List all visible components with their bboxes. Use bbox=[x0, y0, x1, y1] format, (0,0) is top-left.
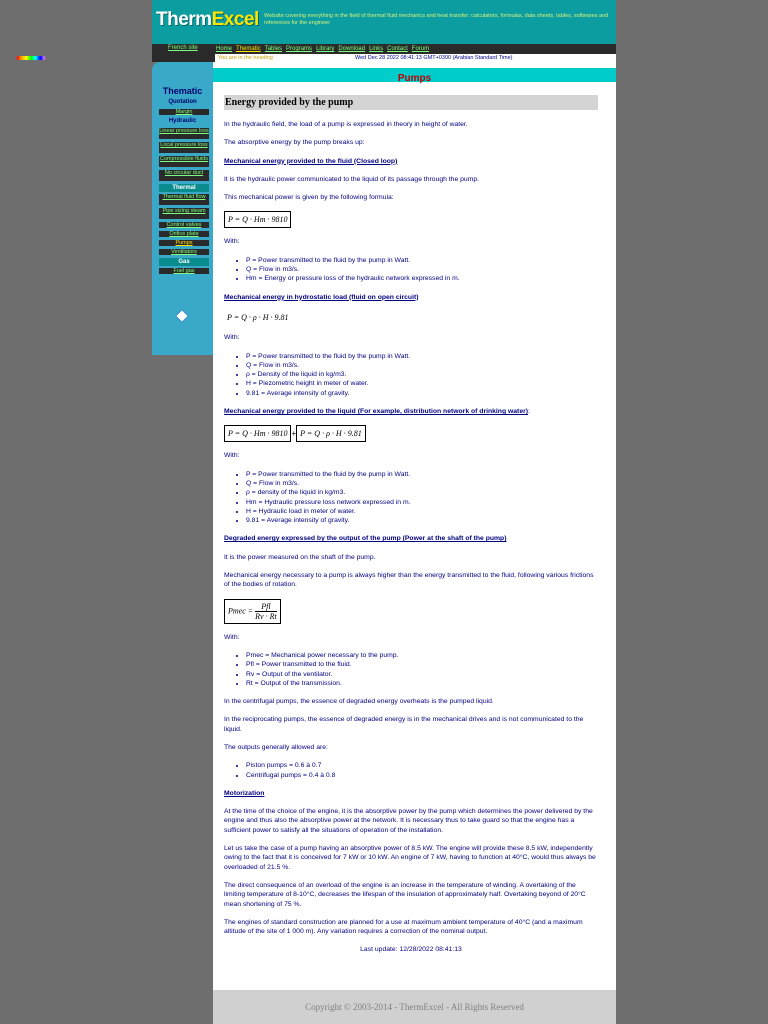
with-label: With: bbox=[224, 633, 240, 641]
with-label: With: bbox=[224, 452, 240, 460]
site-logo[interactable]: ThermExcel bbox=[156, 9, 259, 30]
sidebar-item-orifice-plate[interactable]: Orifice plate bbox=[159, 231, 209, 237]
sidebar-item-pumps[interactable]: Pumps bbox=[159, 240, 209, 246]
formula-hydrostatic: P = Q · ρ · H · 9.81 bbox=[227, 312, 289, 322]
sidebar-section-gas: Gas bbox=[159, 258, 209, 266]
site-tagline: Website covering everything in the field of thermal fluid mechanics and heat transfer: calculators, formulas, data sheets, tables, softwares and references for the engineer bbox=[264, 13, 609, 26]
list-item: • Q = Flow in m3/s. bbox=[246, 361, 598, 370]
paragraph: The outputs generally allowed are: bbox=[224, 743, 328, 751]
footer bbox=[213, 990, 616, 1024]
sidebar-item-no-circular-duct[interactable]: No circular duct bbox=[159, 170, 209, 181]
datetime-text: Wed Dec 28 2022 08:41:13 GMT+0300 (Arabian Standard Time) bbox=[355, 55, 513, 61]
french-site-link[interactable]: French site bbox=[168, 45, 198, 51]
sidebar-item-pipe-sizing-steam[interactable]: Pipe sizing steam bbox=[159, 208, 209, 219]
paragraph: The absorptive energy by the pump breaks up: bbox=[224, 139, 365, 147]
sidebar-item-compressible-fluids[interactable]: Compressible fluids bbox=[159, 156, 209, 167]
list-item: • Pmec = Mechanical power necessary to the pump. bbox=[246, 651, 598, 660]
list-item: • Hm = Hydraulic pressure loss network expressed in m. bbox=[246, 498, 598, 507]
list-outputs bbox=[224, 761, 598, 780]
paragraph: The engines of standard construction are planned for a use at maximum ambient temperature of 40°C (and a maximum altitude of the site of 1 000 m). Any variation requires a correction of the nominal output. bbox=[224, 918, 583, 936]
sidebar-section-quotation: Quotation bbox=[168, 99, 197, 105]
sidebar-title: Thematic bbox=[162, 86, 203, 96]
list-item: • H = Piezometric height in meter of water. bbox=[246, 379, 598, 388]
section-heading-hydrostatic: Mechanical energy in hydrostatic load (fluid on open circuit) bbox=[224, 293, 419, 301]
paragraph: In the hydraulic field, the load of a pump is expressed in theory in height of water. bbox=[224, 121, 468, 128]
formula-pmec: Pmec = $\frac{\text{Pfl}}{Rv \cdot Rt}$ bbox=[224, 599, 281, 624]
list-item: • P = Power transmitted to the fluid by the pump in Watt. bbox=[246, 352, 598, 361]
nav-item-contact[interactable]: Contact bbox=[387, 46, 408, 52]
sidebar-item-control-valves[interactable]: Control valves bbox=[159, 222, 209, 228]
sidebar-section-hydraulic: Hydraulic bbox=[168, 118, 197, 124]
copyright: Copyright © 2003-2014 - ThermExcel - All Rights Reserved bbox=[305, 1002, 524, 1012]
list-item: • 9.81 = Average intensity of gravity. bbox=[246, 389, 598, 398]
last-update: Last update: 12/28/2022 08:41:13 bbox=[360, 946, 462, 954]
section-heading-degraded-energy: Degraded energy expressed by the output of the pump (Power at the shaft of the pump) bbox=[224, 535, 507, 543]
sidebar-item-ventilators[interactable]: Ventilators bbox=[159, 249, 209, 255]
paragraph: Mechanical energy necessary to a pump is always higher than the energy transmitted to the fluid, following various frictions of the bodies of rotation. bbox=[224, 572, 594, 589]
list-item: • Rv = Output of the ventilator. bbox=[246, 670, 598, 679]
nav-item-tables[interactable]: Tables bbox=[264, 46, 283, 52]
formula-closed-loop: P = Q · Hm · 9810 bbox=[224, 211, 291, 228]
article-heading: Energy provided by the pump bbox=[224, 95, 598, 110]
formula-drinking-water-a: P = Q · Hm · 9810 bbox=[224, 425, 291, 442]
article: Energy provided by the pump In the hydraulic field, the load of a pump is expressed in theory in height of water. The absorptive energy by the pump breaks up: Mechanical energy provided to the fluid (Closed loop) It is the hydraulic power communicated to the liquid of its passage through the pump. This mechanical power is given by the following formula: P = Q · Hm · 9810 With: • P = Power transmitted to the fluid by the pump in Watt. • Q = Flow in m3/s. • Hm = Energy or pressure loss of the hydraulic network expressed in m. Mechanical energy in hydrostatic load (fluid on open circuit) P = Q · ρ · H · 9.81 With: • P = Power transmitted to the fluid by the pump in Watt. • Q = Flow in m3/s. • ρ = Density of the liquid in kg/m3. • H = Piezometric height in meter of water. • 9.81 = Average intensity of gravity. Mechanical energy provided to the liquid (For example, distribution network of drinking water): P = Q · Hm · 9810 + P = Q · ρ · H · 9.81 With: • P = Power transmitted to the fluid by the pump in Watt. • Q = Flow in m3/s. • ρ = density of the liquid in kg/m3. • Hm = Hydraulic pressure loss network expressed in m. • H = Hydraulic load in meter of water. • 9.81 = Average intensity of gravity. Degraded energy expressed by the output of the pump (Power at the shaft of the pump) It is the power measured on the shaft of the pump. Mechanical energy necessary to a pump is always higher than the energy transmitted to the fluid, following various frictions of the bodies of rotation. Pmec = $\frac{\text{Pfl}}{Rv \cdot Rt}$ With: • Pmec = Mechanical power necessary to the pump. • Pfl = Power transmitted to the fluid. • Rv = Output of the ventilator. • Rt = Output of the transmission. In the centrifugal pumps, the essence of degraded energy overheats is the pumped liquid. In the reciprocating pumps, the essence of degraded energy is in the mechanical drives and is not communicated to the liquid. The outputs generally allowed are: • Piston pumps = 0.6 à 0.7 • Centrifugal pumps = 0.4 à 0.8 Motorization At the time of the choice of the engine, it is the absorptive power by the pump which determines the power delivered by the engine and thus also the absorptive power at the network. It is necessary thus to take guard so that the engine has a sufficient power to satisfy all the situations of operation of the installation. Let us take the case of a pump having an absorptive power of 8.5 kW. The engine will provide these 8.5 kW, independently owing to the fact that it is conceived for 7 kW or 10 kW. An engine of 7 kW, having to function at 40°C, would thus always be overloaded of 21.5 %. The direct consequence of an overload of the engine is an increase in the temperature of winding. A overtaking of the limiting temperature of 8-10°C, decreases the lifespan of the insulation of approximately half. Overtaking beyond of 20°C mean shortening of 75 %. The engines of standard construction are planned for a use at maximum ambient temperature of 40°C (and a maximum altitude of the site of 1 000 m). Any variation requires a correction of the nominal output. Last update: 12/28/2022 08:41:13 bbox=[224, 95, 598, 955]
nav-item-library[interactable]: Library bbox=[316, 46, 335, 52]
list-item: • P = Power transmitted to the fluid by the pump in Watt. bbox=[246, 256, 598, 265]
list-item: • 9.81 = Average intensity of gravity. bbox=[246, 516, 598, 525]
location-text: You are in the heading bbox=[218, 55, 273, 61]
list-item: • Q = Flow in m3/s. bbox=[246, 479, 598, 488]
section-heading-drinking-water: Mechanical energy provided to the liquid (For example, distribution network of drinking water) bbox=[224, 408, 529, 416]
nav-item-download[interactable]: Download bbox=[338, 46, 366, 52]
page-title: Pumps bbox=[397, 73, 432, 84]
list-item: • Rt = Output of the transmission. bbox=[246, 679, 598, 688]
location-bar bbox=[215, 54, 616, 62]
list-item: • Hm = Energy or pressure loss of the hydraulic network expressed in m. bbox=[246, 274, 598, 283]
list-closed-loop bbox=[224, 256, 598, 284]
paragraph: This mechanical power is given by the following formula: bbox=[224, 194, 394, 202]
list-item: • ρ = Density of the liquid in kg/m3. bbox=[246, 370, 598, 379]
list-drinking-water bbox=[224, 470, 598, 526]
with-label: With: bbox=[224, 334, 240, 342]
sidebar-item-local-pressure-loss[interactable]: Local pressure loss bbox=[159, 142, 209, 153]
top-nav bbox=[152, 44, 616, 54]
paragraph: The direct consequence of an overload of the engine is an increase in the temperature of winding. A overtaking of the limiting temperature of 8-10°C, decreases the lifespan of the insulation of approximately half. Overtaking beyond of 20°C mean shortening of 75 %. bbox=[224, 881, 586, 908]
paragraph: In the centrifugal pumps, the essence of degraded energy overheats is the pumped liquid. bbox=[224, 698, 494, 706]
list-hydrostatic bbox=[224, 352, 598, 398]
paragraph: It is the hydraulic power communicated to the liquid of its passage through the pump. bbox=[224, 175, 480, 183]
nav-item-programs[interactable]: Programs bbox=[286, 46, 313, 52]
list-item: • Piston pumps = 0.6 à 0.7 bbox=[246, 761, 598, 770]
sidebar-item-margin[interactable]: Margin bbox=[159, 109, 209, 115]
page-title-bar bbox=[213, 68, 616, 82]
sidebar-item-thermal-fluid-flow[interactable]: Thermal fluid flow bbox=[159, 194, 209, 205]
list-pmec bbox=[224, 651, 598, 688]
sidebar-section-thermal: Thermal bbox=[159, 184, 209, 192]
nav-item-forum[interactable]: Forum bbox=[411, 46, 430, 52]
paragraph: It is the power measured on the shaft of the pump. bbox=[224, 553, 376, 561]
nav-item-home[interactable]: Home bbox=[216, 46, 233, 52]
sidebar-item-linear-pressure-loss[interactable]: Linear pressure loss bbox=[159, 128, 209, 139]
section-heading-motorization: Motorization bbox=[224, 789, 265, 797]
paragraph: In the reciprocating pumps, the essence of degraded energy is in the mechanical drives and is not communicated to the liquid. bbox=[224, 716, 584, 733]
section-heading-closed-loop: Mechanical energy provided to the fluid (Closed loop) bbox=[224, 157, 398, 165]
nav-item-links[interactable]: Links bbox=[369, 46, 384, 52]
list-item: • Centrifugal pumps = 0.4 à 0.8 bbox=[246, 771, 598, 780]
list-item: • Q = Flow in m3/s. bbox=[246, 265, 598, 274]
list-item: • Pfl = Power transmitted to the fluid. bbox=[246, 660, 598, 669]
main-menu bbox=[216, 44, 433, 54]
list-item: • ρ = density of the liquid in kg/m3. bbox=[246, 488, 598, 497]
site-header bbox=[152, 0, 616, 44]
nav-item-thematic[interactable]: Thematic bbox=[236, 46, 261, 52]
list-item: • H = Hydraulic load in meter of water. bbox=[246, 507, 598, 516]
list-item: • P = Power transmitted to the fluid by the pump in Watt. bbox=[246, 470, 598, 479]
language-rainbow-bar bbox=[17, 56, 45, 60]
formula-drinking-water-b: P = Q · ρ · H · 9.81 bbox=[296, 425, 366, 442]
paragraph: At the time of the choice of the engine, it is the absorptive power by the pump which determines the power delivered by the engine and thus also the absorptive power at the network. It is necessary thus to take guard so that the engine has a sufficient power to satisfy all the situations of operation of the installation. bbox=[224, 808, 593, 834]
with-label: With: bbox=[224, 238, 240, 246]
sidebar-item-fuel-gas[interactable]: Fuel gas bbox=[159, 268, 209, 274]
formula-plus: + bbox=[291, 429, 297, 439]
paragraph: Let us take the case of a pump having an absorptive power of 8.5 kW. The engine will provide these 8.5 kW, independently owing to the fact that it is conceived for 7 kW or 10 kW. An engine of 7 kW, having to function at 40°C, would thus always be overloaded of 21.5 %. bbox=[224, 845, 596, 871]
